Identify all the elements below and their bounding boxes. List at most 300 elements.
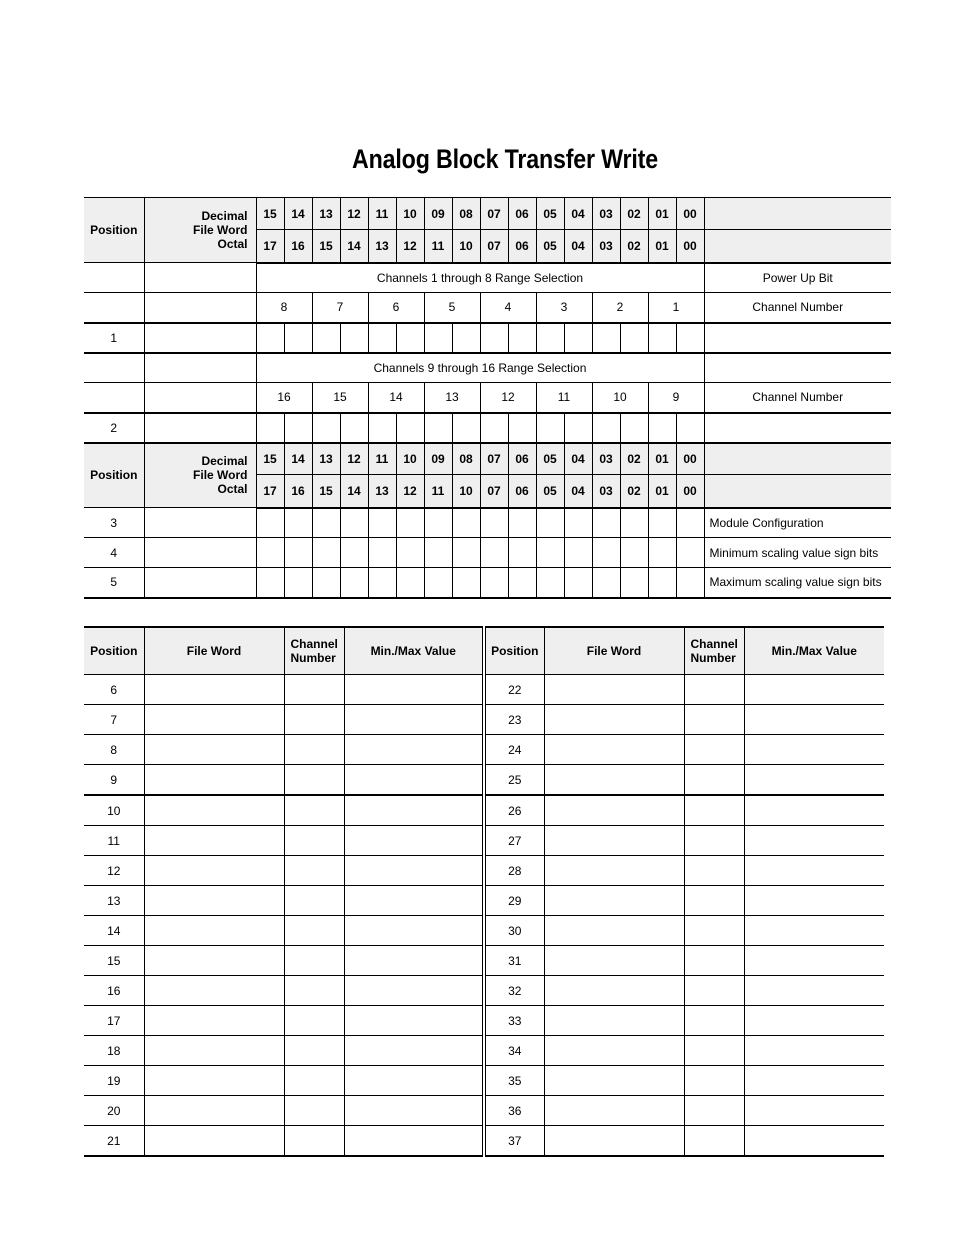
empty-cell: [144, 293, 256, 323]
bit-cell: [368, 538, 396, 568]
file-word-cell: [544, 1066, 684, 1096]
decimal-bit: 01: [648, 198, 676, 230]
bit-cell: [480, 568, 508, 598]
bit-cell: [256, 413, 284, 443]
octal-bit: 14: [340, 475, 368, 508]
file-word-cell: [144, 946, 284, 976]
bit-cell: [340, 323, 368, 353]
channel-number-cell: [284, 946, 344, 976]
table-row: [84, 198, 891, 230]
file-word-cell: [144, 1066, 284, 1096]
position-number: 26: [484, 795, 544, 826]
file-word-cell: [144, 856, 284, 886]
channel-number-cell: [284, 795, 344, 826]
position-number: 24: [484, 735, 544, 765]
octal-bit: 06: [508, 475, 536, 508]
position-number: 22: [484, 675, 544, 705]
octal-label: Octal: [217, 237, 248, 251]
position-number: 31: [484, 946, 544, 976]
file-word-cell: [544, 675, 684, 705]
file-word-cell: [144, 916, 284, 946]
min-max-value-cell: [344, 735, 484, 765]
table-row: [84, 383, 891, 413]
decimal-bit: 12: [340, 198, 368, 230]
empty-cell: [704, 413, 891, 443]
octal-bit: 01: [648, 230, 676, 263]
bit-cell: [312, 413, 340, 443]
file-word-cell: [544, 1096, 684, 1126]
empty-cell: [144, 263, 256, 293]
table-row: [84, 1066, 884, 1096]
empty-cell: [144, 383, 256, 413]
position-number: 14: [84, 916, 144, 946]
decimal-bit: 05: [536, 443, 564, 475]
bit-cell: [536, 323, 564, 353]
octal-bit: 01: [648, 475, 676, 508]
octal-bit: 02: [620, 230, 648, 263]
octal-bit: 11: [424, 230, 452, 263]
position-number: 21: [84, 1126, 144, 1157]
octal-bit: 03: [592, 475, 620, 508]
bit-cell: [312, 538, 340, 568]
channel-number-label: Channel Number: [704, 383, 891, 413]
bit-cell: [508, 568, 536, 598]
min-max-value-cell: [344, 1126, 484, 1157]
channel-number-cell: [284, 856, 344, 886]
channel-number-cell: [684, 705, 744, 735]
table-row: [84, 568, 891, 598]
decimal-bit: 09: [424, 198, 452, 230]
octal-bit: 17: [256, 230, 284, 263]
channel-number-cell: [284, 1096, 344, 1126]
channel-number: 7: [312, 293, 368, 323]
file-word-cell: [144, 886, 284, 916]
channel-number: 9: [648, 383, 704, 413]
octal-bit: 15: [312, 230, 340, 263]
bit-cell: [648, 508, 676, 538]
bit-cell: [620, 508, 648, 538]
channel-number-cell: [684, 886, 744, 916]
empty-cell: [84, 383, 144, 413]
decimal-bit: 15: [256, 443, 284, 475]
empty-cell: [144, 413, 256, 443]
bit-cell: [676, 568, 704, 598]
octal-bit: 12: [396, 230, 424, 263]
decimal-bit: 00: [676, 443, 704, 475]
bit-cell: [564, 508, 592, 538]
bit-cell: [424, 538, 452, 568]
min-max-value-cell: [744, 886, 884, 916]
file-word-cell: [144, 1126, 284, 1157]
min-max-value-cell: [344, 1096, 484, 1126]
octal-bit: 02: [620, 475, 648, 508]
decimal-bit: 12: [340, 443, 368, 475]
position-number: 9: [84, 765, 144, 796]
table-row: [84, 353, 891, 383]
table-row: [84, 508, 891, 538]
channel-number-cell: [684, 795, 744, 826]
channel-number-cell: [284, 886, 344, 916]
bit-cell: [340, 538, 368, 568]
bit-cell: [480, 323, 508, 353]
position-number: 17: [84, 1006, 144, 1036]
position-number: 8: [84, 735, 144, 765]
min-max-value-cell: [344, 976, 484, 1006]
bit-cell: [508, 323, 536, 353]
decimal-bit: 03: [592, 443, 620, 475]
bit-cell: [424, 323, 452, 353]
decimal-bit: 14: [284, 443, 312, 475]
power-up-label: Power Up Bit: [704, 263, 891, 293]
file-word-cell: [544, 765, 684, 796]
decimal-bit: 08: [452, 443, 480, 475]
bit-cell: [620, 568, 648, 598]
octal-bit: 16: [284, 230, 312, 263]
decimal-bit: 14: [284, 198, 312, 230]
bit-cell: [452, 538, 480, 568]
channel-number: 1: [648, 293, 704, 323]
min-max-value-cell: [744, 765, 884, 796]
bit-cell: [256, 508, 284, 538]
table-row: [84, 705, 884, 735]
position-number: 3: [84, 508, 144, 538]
bit-cell: [508, 538, 536, 568]
table-row: [84, 795, 884, 826]
decimal-bit: 01: [648, 443, 676, 475]
position-number: 32: [484, 976, 544, 1006]
file-word-grid: [84, 626, 884, 1157]
empty-cell: [704, 353, 891, 383]
channel-number: 5: [424, 293, 480, 323]
bit-cell: [480, 538, 508, 568]
file-word-cell: [544, 705, 684, 735]
grid-header: File Word: [544, 627, 684, 675]
file-word-cell: [144, 675, 284, 705]
bit-cell: [256, 323, 284, 353]
bit-cell: [508, 413, 536, 443]
channel-number-cell: [684, 735, 744, 765]
position-number: 27: [484, 826, 544, 856]
min-max-value-cell: [744, 1006, 884, 1036]
header-spacer: [704, 230, 891, 263]
file-word-cell: [544, 735, 684, 765]
bit-cell: [396, 568, 424, 598]
table-row: [84, 627, 884, 675]
table-row: [84, 856, 884, 886]
bit-cell: [424, 508, 452, 538]
position-number: 1: [84, 323, 144, 353]
min-max-value-cell: [744, 916, 884, 946]
bit-cell: [620, 538, 648, 568]
octal-bit: 13: [368, 475, 396, 508]
min-max-value-cell: [744, 1036, 884, 1066]
position-number: 35: [484, 1066, 544, 1096]
file-word-cell: [144, 1006, 284, 1036]
table-row: [84, 538, 891, 568]
bit-cell: [592, 538, 620, 568]
position-number: 6: [84, 675, 144, 705]
bit-cell: [424, 413, 452, 443]
range-selection-label: Channels 9 through 16 Range Selection: [256, 353, 704, 383]
channel-number-cell: [284, 916, 344, 946]
channel-number: 16: [256, 383, 312, 413]
channel-number-cell: [684, 946, 744, 976]
position-number: 7: [84, 705, 144, 735]
decimal-bit: 10: [396, 198, 424, 230]
channel-number: 12: [480, 383, 536, 413]
grid-header: File Word: [144, 627, 284, 675]
decimal-bit: 15: [256, 198, 284, 230]
position-number: 5: [84, 568, 144, 598]
position-header: Position: [84, 443, 144, 508]
bit-cell: [368, 568, 396, 598]
decimal-bit: 06: [508, 443, 536, 475]
channel-number-cell: [284, 976, 344, 1006]
min-max-value-cell: [344, 1066, 484, 1096]
file-word-cell: [544, 1126, 684, 1157]
channel-number: 2: [592, 293, 648, 323]
file-word-cell: [144, 795, 284, 826]
file-word-cell: [544, 886, 684, 916]
file-word-cell: [144, 1036, 284, 1066]
bit-cell: [536, 413, 564, 443]
header-spacer: [704, 475, 891, 508]
bit-cell: [284, 508, 312, 538]
bit-cell: [368, 323, 396, 353]
word-label: [144, 198, 256, 263]
channel-number-cell: [684, 1126, 744, 1157]
decimal-bit: 13: [312, 443, 340, 475]
bit-cell: [536, 508, 564, 538]
decimal-bit: 02: [620, 198, 648, 230]
min-max-value-cell: [744, 946, 884, 976]
table-row: [84, 323, 891, 353]
bit-cell: [592, 413, 620, 443]
channel-number: 4: [480, 293, 536, 323]
grid-header: Channel Number: [684, 627, 744, 675]
min-max-value-cell: [344, 795, 484, 826]
bit-cell: [676, 508, 704, 538]
channel-number-cell: [284, 826, 344, 856]
bit-cell: [284, 323, 312, 353]
min-max-value-cell: [344, 1006, 484, 1036]
empty-cell: [144, 568, 256, 598]
bit-cell: [480, 413, 508, 443]
bit-cell: [508, 508, 536, 538]
empty-cell: [144, 353, 256, 383]
channel-number-cell: [684, 1066, 744, 1096]
file-word-cell: [144, 765, 284, 796]
bit-cell: [592, 568, 620, 598]
min-max-value-cell: [744, 735, 884, 765]
file-word-cell: [144, 735, 284, 765]
bit-cell: [676, 538, 704, 568]
min-max-value-cell: [344, 705, 484, 735]
bit-cell: [676, 413, 704, 443]
octal-bit: 05: [536, 230, 564, 263]
file-word-cell: [544, 1006, 684, 1036]
empty-cell: [84, 353, 144, 383]
channel-number-cell: [284, 705, 344, 735]
table-row: [84, 413, 891, 443]
range-selection-label: Channels 1 through 8 Range Selection: [256, 263, 704, 293]
octal-bit: 00: [676, 230, 704, 263]
position-number: 23: [484, 705, 544, 735]
bit-cell: [620, 413, 648, 443]
min-max-value-cell: [344, 916, 484, 946]
table-row: [84, 976, 884, 1006]
min-max-value-cell: [744, 795, 884, 826]
bit-cell: [452, 508, 480, 538]
bit-cell: [676, 323, 704, 353]
table-row: [84, 916, 884, 946]
empty-cell: [704, 323, 891, 353]
bit-cell: [564, 413, 592, 443]
bit-cell: [340, 413, 368, 443]
channel-number: 13: [424, 383, 480, 413]
bit-cell: [396, 538, 424, 568]
header-spacer: [704, 443, 891, 475]
bit-cell: [564, 323, 592, 353]
position-number: 11: [84, 826, 144, 856]
position-header: Position: [84, 198, 144, 263]
octal-bit: 15: [312, 475, 340, 508]
file-word-cell: [544, 916, 684, 946]
bit-cell: [480, 508, 508, 538]
table-row: [84, 675, 884, 705]
min-max-value-cell: [744, 976, 884, 1006]
empty-cell: [144, 508, 256, 538]
table-row: [84, 1036, 884, 1066]
position-number: 15: [84, 946, 144, 976]
octal-label: Octal: [217, 482, 248, 497]
decimal-bit: 11: [368, 198, 396, 230]
bit-cell: [648, 568, 676, 598]
channel-number-cell: [684, 765, 744, 796]
min-max-value-cell: [744, 1066, 884, 1096]
octal-bit: 17: [256, 475, 284, 508]
octal-bit: 11: [424, 475, 452, 508]
channel-number-cell: [284, 1036, 344, 1066]
bit-cell: [256, 538, 284, 568]
min-max-value-cell: [344, 826, 484, 856]
octal-bit: 04: [564, 230, 592, 263]
bit-cell: [284, 568, 312, 598]
table-row: [84, 1126, 884, 1157]
table-row: [84, 826, 884, 856]
file-word-label: File Word: [193, 468, 248, 483]
file-word-cell: [544, 1036, 684, 1066]
bit-cell: [396, 323, 424, 353]
row-description: Module Configuration: [704, 508, 891, 538]
grid-header: Min./Max Value: [744, 627, 884, 675]
min-max-value-cell: [344, 1036, 484, 1066]
bit-cell: [368, 508, 396, 538]
position-number: 16: [84, 976, 144, 1006]
bit-cell: [312, 568, 340, 598]
bit-cell: [452, 568, 480, 598]
decimal-bit: 05: [536, 198, 564, 230]
table-row: [84, 1096, 884, 1126]
decimal-bit: 04: [564, 443, 592, 475]
empty-cell: [144, 538, 256, 568]
empty-cell: [84, 293, 144, 323]
channel-number-cell: [284, 765, 344, 796]
position-number: 37: [484, 1126, 544, 1157]
decimal-bit: 02: [620, 443, 648, 475]
decimal-bit: 07: [480, 198, 508, 230]
header-spacer: [704, 198, 891, 230]
row-description: Minimum scaling value sign bits: [704, 538, 891, 568]
channel-number-cell: [684, 916, 744, 946]
decimal-bit: 04: [564, 198, 592, 230]
position-number: 20: [84, 1096, 144, 1126]
bit-cell: [340, 568, 368, 598]
grid-header: Min./Max Value: [344, 627, 484, 675]
bit-cell: [648, 538, 676, 568]
min-max-value-cell: [344, 856, 484, 886]
min-max-value-cell: [744, 856, 884, 886]
octal-bit: 12: [396, 475, 424, 508]
min-max-value-cell: [744, 1126, 884, 1157]
channel-number-cell: [284, 735, 344, 765]
octal-bit: 16: [284, 475, 312, 508]
empty-cell: [144, 323, 256, 353]
octal-bit: 10: [452, 475, 480, 508]
decimal-bit: 03: [592, 198, 620, 230]
row-description: Maximum scaling value sign bits: [704, 568, 891, 598]
table-row: [84, 735, 884, 765]
bit-cell: [452, 323, 480, 353]
decimal-bit: 08: [452, 198, 480, 230]
bit-cell: [396, 413, 424, 443]
empty-cell: [84, 263, 144, 293]
bit-cell: [312, 508, 340, 538]
position-number: 13: [84, 886, 144, 916]
min-max-value-cell: [344, 675, 484, 705]
file-word-cell: [144, 826, 284, 856]
table-row: [84, 886, 884, 916]
channel-number-cell: [684, 856, 744, 886]
channel-number-cell: [284, 1126, 344, 1157]
grid-header: Channel Number: [284, 627, 344, 675]
channel-number: 15: [312, 383, 368, 413]
position-number: 19: [84, 1066, 144, 1096]
octal-bit: 07: [480, 475, 508, 508]
file-word-cell: [544, 946, 684, 976]
octal-bit: 07: [480, 230, 508, 263]
word-label: [144, 443, 256, 508]
decimal-bit: 06: [508, 198, 536, 230]
min-max-value-cell: [744, 826, 884, 856]
bit-cell: [648, 413, 676, 443]
file-word-cell: [544, 856, 684, 886]
channel-number: 3: [536, 293, 592, 323]
min-max-value-cell: [744, 675, 884, 705]
octal-bit: 04: [564, 475, 592, 508]
file-word-cell: [144, 976, 284, 1006]
bit-cell: [648, 323, 676, 353]
file-word-cell: [544, 976, 684, 1006]
page-title: Analog Block Transfer Write: [352, 144, 658, 174]
bit-cell: [284, 538, 312, 568]
decimal-bit: 11: [368, 443, 396, 475]
file-word-cell: [144, 705, 284, 735]
decimal-bit: 00: [676, 198, 704, 230]
table-row: [84, 263, 891, 293]
channel-number-cell: [684, 675, 744, 705]
channel-number-cell: [684, 1096, 744, 1126]
